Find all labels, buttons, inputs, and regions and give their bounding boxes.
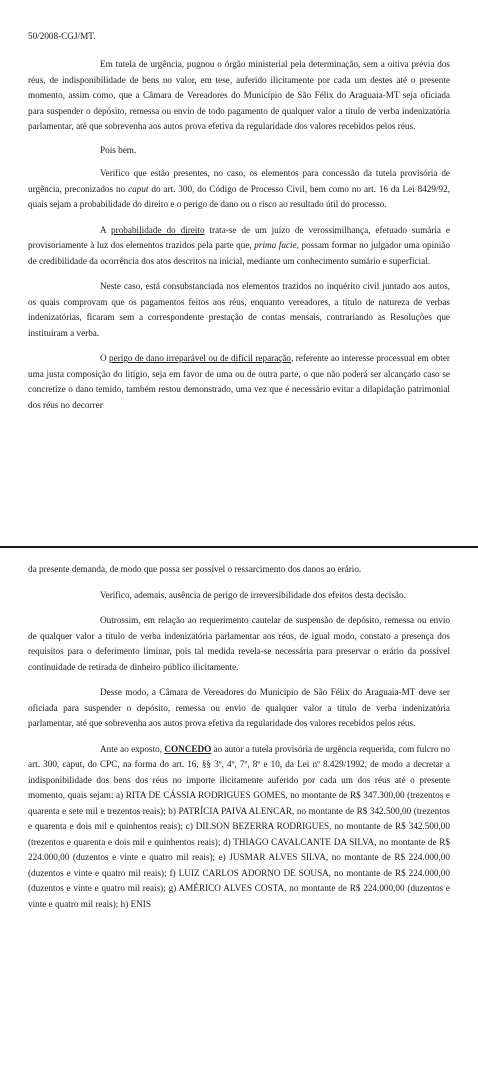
text-perigo-underlined: perigo de dano irreparável ou de difícil reparação	[109, 353, 292, 363]
text-probabilidade-underlined: probabilidade do direito	[111, 224, 205, 235]
text-prima-facie: prima facie,	[254, 240, 299, 250]
paragraph-outrossim: Outrossim, em relação ao requerimento cautelar de suspensão de depósito, remessa ou envio de qualquer valor a título de verba indenizatória parlamentar aos réus, de igual modo, constato a presença dos requisitos para o deferimento liminar, pois tal medida revela-se necessária para preservar o erário da possível continuidade de retirada de dinheiro público ilicitamente.	[28, 615, 450, 672]
text: O	[100, 353, 110, 363]
text: ao autor a tutela provisória de urgência requerida, com fulcro no art. 300, caput, do CPC, na forma do art. 16, §§ 3º, 4º, 7º, 8º e 10, da Lei nº 8.429/1992, de modo a decretar a indisponibilidade dos bens dos réus no importe ilicitamente auferido por cada um dos réus até o presente momento, quais sejam: a) RITA DE CÁSSIA RODRIGUES GOMES, no montante de R$ 347.300,00 (trezentos e quarenta e sete mil e trezentos reais); b) PATRÍCIA PAIVA ALENCAR, no montante de R$ 342.500,00 (trezentos e quarenta e dois mil e quinhentos reais); c) DILSON BEZERRA RODRIGUES, no montante de R$ 342.500,00 (trezentos e quarenta e dois mil e quinhentos reais); d) THIAGO CAVALCANTE DA SILVA, no montante de R$ 224.000,00 (duzentos e vinte e quatro mil reais); e) JUSMAR ALVES SILVA, no montante de R$ 224.000,00 (duzentos e vinte e quatro mil reais); f) LUIZ CARLOS ADORNO DE SOUSA, no montante de R$ 224.000,00 (duzentos e vinte e quatro mil reais); g) AMÉRICO ALVES COSTA, no montante de R$ 224.000,00 (duzentos e vinte e quatro mil reais); h) ENIS	[28, 743, 450, 909]
document-page-2	[0, 550, 478, 1080]
text: A	[100, 224, 112, 235]
paragraph-probabilidade-direito	[28, 223, 450, 270]
page-break-divider	[0, 546, 478, 548]
paragraph-tutela-urgencia: Em tutela de urgência, pugnou o órgão ministerial pela determinação, sem a oitiva prévia dos réus, de indisponibilidade de bens no valor, em tese, auferido ilicitamente por cada um destes até o presente momento, assim como, que a Câmara de Vereadores do Município de São Félix do Araguaia-MT seja oficiada para suspender o depósito, remessa ou envio de todo pagamento de qualquer valor a título de verba indenizatória parlamentar, até que sobrevenha aos autos prova efetiva da regularidade dos valores recebidos pelos réus.	[28, 59, 450, 131]
page-1-body	[28, 29, 450, 413]
text: do art. 300, do Código de Processo Civil, bem como no art. 16 da Lei 8429/92, quais sejam a probabilidade do direito e o perigo de dano ou o risco ao resultado útil do processo.	[28, 183, 450, 209]
paragraph-pois-bem: Pois bem.	[100, 144, 137, 155]
page-header: 50/2008-CGJ/MT.	[28, 31, 96, 41]
text-concedo-bold: CONCEDO	[164, 743, 212, 754]
paragraph-desse-modo: Desse modo, a Câmara de Vereadores do Município de São Félix do Araguaia-MT deve ser oficiada para suspender o depósito, remessa ou envio de qualquer valor a título de verba indenizatória parlamentar, até que sobrevenha aos autos prova efetiva da regularidade dos valores recebidos pelos réus.	[28, 687, 450, 728]
text: possam formar no julgador uma opinião de credibilidade da ocorrência dos atos descritos na inicial, mediante um conhecimento sumário e superficial.	[28, 240, 450, 266]
paragraph-verifico-elementos	[28, 166, 450, 213]
page-2-body	[28, 562, 450, 912]
paragraph-perigo-dano	[28, 351, 450, 413]
paragraph-neste-caso: Neste caso, está consubstanciada nos elementos trazidos no inquérito civil juntado aos autos, os quais comprovam que os pagamentos feitos aos réus, enquanto vereadores, a título de natureza de verbas indenizatórias, ficaram sem a correspondente prestação de contas mensais, contrariando as Resoluções que instituíram a verba.	[28, 281, 450, 338]
paragraph-concedo	[28, 742, 450, 913]
text-caput: caput	[128, 183, 149, 194]
paragraph-irreversibilidade: Verifico, ademais, ausência de perigo de irreversibilidade dos efeitos desta decisão.	[100, 589, 406, 600]
text: Verifico que estão presentes, no caso, os elementos para concessão da tutela provisória de urgência, preconizados no	[28, 168, 450, 194]
paragraph-continuation: da presente demanda, de modo que possa ser possível o ressarcimento dos danos ao erário.	[28, 564, 362, 574]
text: , referente ao interesse processual em obter uma justa composição do litígio, seja em favor de uma ou de outra parte, o que não poderá ser alcançado caso se concretize o dano temido, também restou demonstrado, uma vez que é necessário evitar a dilapidação patrimonial dos réus no decorrer	[28, 353, 450, 410]
text: Ante ao exposto,	[100, 743, 165, 754]
text: trata-se de um juízo de verossimilhança, efetuado sumária e provisoriamente à luz dos elementos trazidos pela parte que,	[28, 224, 450, 250]
